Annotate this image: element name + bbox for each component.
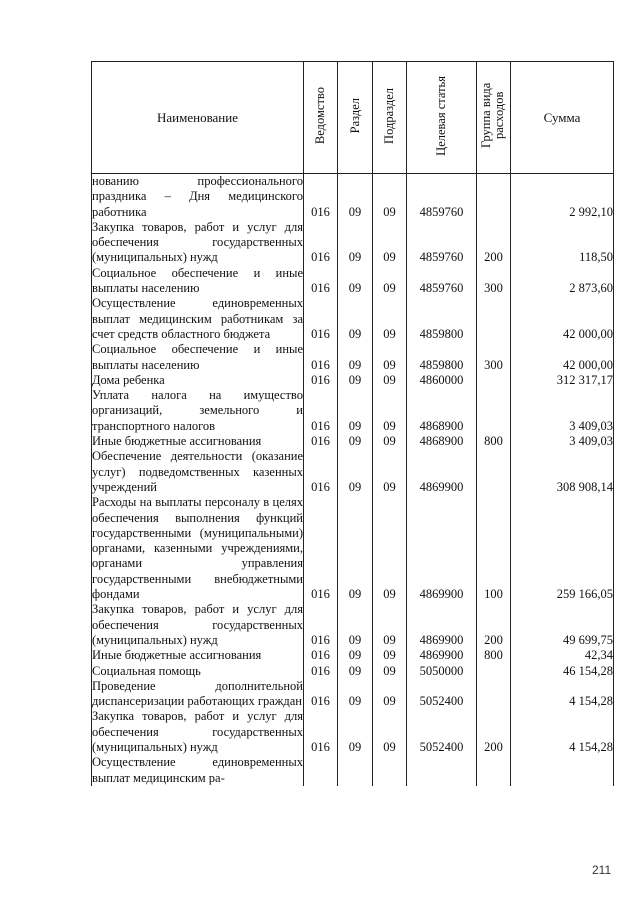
row-name: Дома ребенка xyxy=(92,373,304,388)
header-dept-label: Ведомство xyxy=(313,86,327,145)
row-section: 09 xyxy=(338,220,373,266)
table-row xyxy=(92,220,614,266)
header-target-label: Целевая статья xyxy=(434,75,448,156)
table-row xyxy=(92,755,614,786)
row-subsection: 09 xyxy=(373,296,407,342)
row-section: 09 xyxy=(338,679,373,710)
budget-table xyxy=(91,61,614,786)
row-target: 4868900 xyxy=(407,388,477,434)
row-exptype: 800 xyxy=(477,648,511,663)
row-sum: 42 000,00 xyxy=(511,342,614,373)
table-row xyxy=(92,664,614,679)
row-target: 5052400 xyxy=(407,679,477,710)
table-row xyxy=(92,373,614,388)
row-dept: 016 xyxy=(304,602,338,648)
row-name: Проведение дополнительной диспансеризации работающих граждан xyxy=(92,678,303,709)
row-name: Обеспечение деятельности (оказание услуг) подведомственных казенных учреждений xyxy=(92,449,303,494)
page-number: 211 xyxy=(592,863,612,877)
row-target: 5052400 xyxy=(407,709,477,755)
row-exptype xyxy=(477,296,511,342)
header-subsection-label: Подраздел xyxy=(382,87,396,144)
row-exptype: 300 xyxy=(477,342,511,373)
row-subsection: 09 xyxy=(373,373,407,388)
row-name: Уплата налога на имущество организаций, земельного и транспортного налогов xyxy=(92,388,303,433)
table-body xyxy=(92,174,614,786)
row-sum: 42,34 xyxy=(511,648,614,663)
row-target xyxy=(407,755,477,786)
row-subsection: 09 xyxy=(373,664,407,679)
row-subsection: 09 xyxy=(373,449,407,495)
row-sum: 308 908,14 xyxy=(511,449,614,495)
row-exptype: 200 xyxy=(477,709,511,755)
row-subsection: 09 xyxy=(373,648,407,663)
row-section: 09 xyxy=(338,373,373,388)
row-section: 09 xyxy=(338,664,373,679)
row-target: 4860000 xyxy=(407,373,477,388)
row-target: 4868900 xyxy=(407,434,477,449)
header-target xyxy=(407,62,477,174)
row-exptype xyxy=(477,174,511,220)
row-name: Социальное обеспечение и иные выплаты населению xyxy=(92,342,303,372)
row-sum: 46 154,28 xyxy=(511,664,614,679)
row-subsection: 09 xyxy=(373,679,407,710)
row-dept: 016 xyxy=(304,664,338,679)
row-exptype xyxy=(477,679,511,710)
row-dept: 016 xyxy=(304,342,338,373)
row-subsection: 09 xyxy=(373,266,407,297)
row-dept: 016 xyxy=(304,296,338,342)
row-target: 4859760 xyxy=(407,174,477,220)
table-row xyxy=(92,602,614,648)
table-row xyxy=(92,174,614,220)
row-dept: 016 xyxy=(304,449,338,495)
table-row xyxy=(92,388,614,434)
row-dept: 016 xyxy=(304,434,338,449)
row-section: 09 xyxy=(338,342,373,373)
row-exptype: 200 xyxy=(477,602,511,648)
table-row xyxy=(92,449,614,495)
row-exptype: 200 xyxy=(477,220,511,266)
row-exptype: 800 xyxy=(477,434,511,449)
table-row xyxy=(92,296,614,342)
row-target: 4869900 xyxy=(407,602,477,648)
row-dept: 016 xyxy=(304,266,338,297)
row-target: 4869900 xyxy=(407,449,477,495)
header-section-label: Раздел xyxy=(347,97,362,134)
row-name: Закупка товаров, работ и услуг для обеспечения государственных (муниципальных) нужд xyxy=(92,709,303,754)
row-exptype xyxy=(477,755,511,786)
table-header-row xyxy=(92,62,614,174)
row-section: 09 xyxy=(338,434,373,449)
row-section: 09 xyxy=(338,388,373,434)
header-dept xyxy=(304,62,338,174)
row-dept: 016 xyxy=(304,709,338,755)
row-subsection: 09 xyxy=(373,434,407,449)
row-dept: 016 xyxy=(304,495,338,602)
row-subsection: 09 xyxy=(373,342,407,373)
row-exptype: 100 xyxy=(477,495,511,602)
row-sum: 3 409,03 xyxy=(511,388,614,434)
row-name: Социальное обеспечение и иные выплаты населению xyxy=(92,265,303,296)
row-sum: 42 000,00 xyxy=(511,296,614,342)
row-exptype xyxy=(477,388,511,434)
row-section: 09 xyxy=(338,174,373,220)
row-subsection xyxy=(373,755,407,786)
row-target: 4869900 xyxy=(407,648,477,663)
table-row xyxy=(92,342,614,373)
header-exptype-label: Группа вида расходов xyxy=(478,82,506,149)
row-name: Осуществление единовременных выплат медицинским работникам за счет средств областного бюджета xyxy=(92,296,303,341)
row-dept: 016 xyxy=(304,679,338,710)
header-exptype xyxy=(477,62,511,174)
table-row xyxy=(92,495,614,602)
header-name: Наименование xyxy=(92,62,304,174)
row-name: Осуществление единовременных выплат медицинским ра- xyxy=(92,755,303,785)
row-target: 4859760 xyxy=(407,220,477,266)
row-exptype xyxy=(477,449,511,495)
row-subsection: 09 xyxy=(373,495,407,602)
row-exptype: 300 xyxy=(477,266,511,297)
row-target: 4859760 xyxy=(407,266,477,297)
row-subsection: 09 xyxy=(373,220,407,266)
row-section: 09 xyxy=(338,602,373,648)
row-section: 09 xyxy=(338,296,373,342)
row-dept xyxy=(304,755,338,786)
row-target: 5050000 xyxy=(407,664,477,679)
row-name: Иные бюджетные ассигнования xyxy=(92,434,304,449)
row-sum: 49 699,75 xyxy=(511,602,614,648)
row-sum: 2 873,60 xyxy=(511,266,614,297)
row-section: 09 xyxy=(338,495,373,602)
row-section: 09 xyxy=(338,648,373,663)
row-section: 09 xyxy=(338,449,373,495)
table-row xyxy=(92,266,614,297)
row-dept: 016 xyxy=(304,174,338,220)
row-exptype xyxy=(477,373,511,388)
row-sum: 312 317,17 xyxy=(511,373,614,388)
row-target: 4859800 xyxy=(407,342,477,373)
row-sum: 4 154,28 xyxy=(511,709,614,755)
row-name: Иные бюджетные ассигнования xyxy=(92,648,304,663)
row-sum xyxy=(511,755,614,786)
row-name: Закупка товаров, работ и услуг для обеспечения государственных (муниципальных) нужд xyxy=(92,602,303,647)
row-subsection: 09 xyxy=(373,602,407,648)
row-name: Расходы на выплаты персоналу в целях обеспечения выполнения функций государственными (муниципальными) органами, казенными учреждениями, органами управления государственными внебюджетными фондами xyxy=(92,495,303,602)
row-name: нованию профессионального праздника – Дня медицинского работника xyxy=(92,174,303,219)
header-section xyxy=(338,62,373,174)
row-dept: 016 xyxy=(304,388,338,434)
row-section xyxy=(338,755,373,786)
row-subsection: 09 xyxy=(373,174,407,220)
table-row xyxy=(92,709,614,755)
row-sum: 118,50 xyxy=(511,220,614,266)
row-target: 4869900 xyxy=(407,495,477,602)
row-subsection: 09 xyxy=(373,709,407,755)
row-section: 09 xyxy=(338,709,373,755)
row-target: 4859800 xyxy=(407,296,477,342)
row-exptype xyxy=(477,664,511,679)
table-row xyxy=(92,679,614,710)
row-sum: 259 166,05 xyxy=(511,495,614,602)
row-subsection: 09 xyxy=(373,388,407,434)
row-name: Закупка товаров, работ и услуг для обеспечения государственных (муниципальных) нужд xyxy=(92,219,303,265)
row-dept: 016 xyxy=(304,220,338,266)
row-dept: 016 xyxy=(304,373,338,388)
header-sum: Сумма xyxy=(511,62,614,174)
row-sum: 2 992,10 xyxy=(511,174,614,220)
table-row xyxy=(92,648,614,663)
row-section: 09 xyxy=(338,266,373,297)
row-name: Социальная помощь xyxy=(92,664,304,679)
header-subsection xyxy=(373,62,407,174)
table-row xyxy=(92,434,614,449)
row-sum: 3 409,03 xyxy=(511,434,614,449)
row-dept: 016 xyxy=(304,648,338,663)
row-sum: 4 154,28 xyxy=(511,679,614,710)
